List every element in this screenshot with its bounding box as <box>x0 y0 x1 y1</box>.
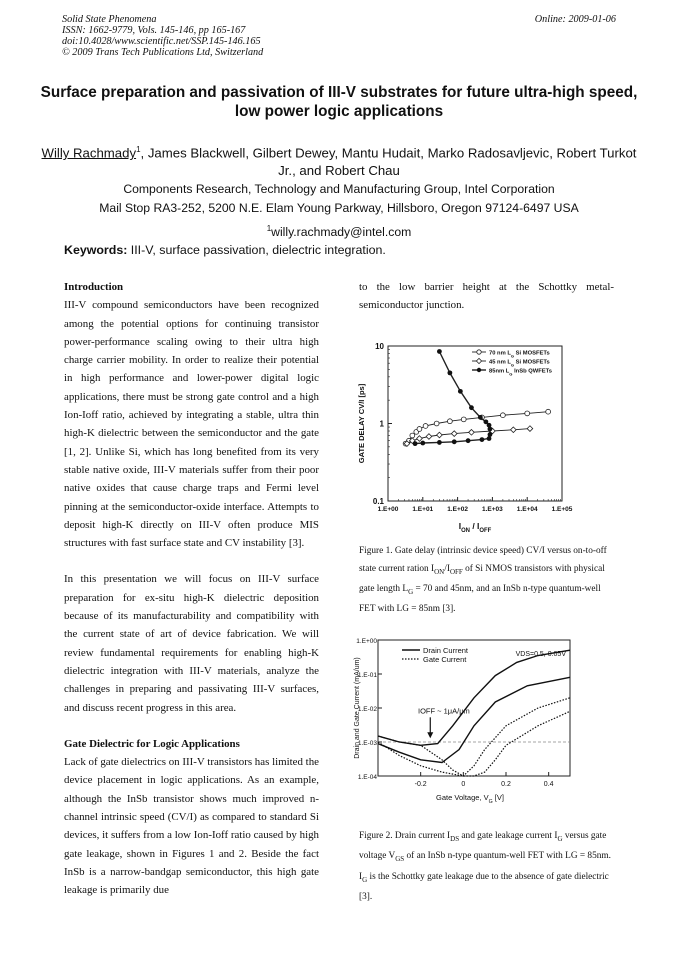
fig1-x-tick-label: 1.E+01 <box>412 506 434 513</box>
fig2-x-tick-label: 0.4 <box>543 781 554 788</box>
fig1-legend-marker <box>477 350 481 354</box>
fig1-legend-label: 45 nm $L_G$ Si MOSFETs <box>489 359 550 367</box>
fig1-point-insb <box>437 349 442 354</box>
fig1-y-tick-label: 0.1 <box>372 497 384 506</box>
fig2-drain-current-line <box>378 677 570 762</box>
fig1-point-insb <box>488 432 493 437</box>
email-line <box>40 221 638 240</box>
author-footnote-mark: 1 <box>136 145 141 154</box>
fig1-point-70nm <box>434 421 439 426</box>
fig2-y-axis-label: Drain and Gate Current (mA/um) <box>354 657 361 759</box>
fig2-x-tick-label: 0 <box>461 781 466 788</box>
email-footnote-mark: 1 <box>266 224 272 233</box>
fig1-point-45nm <box>417 436 423 442</box>
gate-dielectric-paragraph: Lack of gate dielectrics on III-V transistors has limited the device placement in logic applications. As an example, although the InSb transistor shows much improved n-channel intrinsic speed (CV/I) as compared to standard Si devices, it suffers from a low Ion-Ioff ratio caused by high gate leakage, shown in Figures 1 and 2. Beside the fact InSb is a narrow-bandgap semiconductor, this high gate leakage is primarily due <box>64 756 319 897</box>
fig2-y-tick-label: 1.E-04 <box>357 774 377 781</box>
fig1-point-45nm <box>437 432 443 438</box>
affiliation-line-2: Mail Stop RA3-252, 5200 N.E. Elam Young Parkway, Hillsboro, Oregon 97124-6497 USA <box>99 201 579 215</box>
fig1-point-70nm <box>546 409 551 414</box>
fig1-point-insb <box>480 437 485 442</box>
fig1-x-tick-label: 1.E+03 <box>482 506 503 513</box>
fig1-point-45nm <box>426 434 432 440</box>
fig2-legend-gate-label: Gate Current <box>423 655 467 664</box>
fig1-point-70nm <box>525 411 530 416</box>
fig2-y-tick-label: 1.E-02 <box>357 706 377 713</box>
figure-1-chart <box>350 336 590 536</box>
fig1-y-axis-label: GATE DELAY CV/I [ps] <box>357 383 366 464</box>
fig1-point-insb <box>478 415 483 420</box>
fig1-point-insb <box>437 440 442 445</box>
fig1-point-70nm <box>461 417 466 422</box>
fig1-point-insb <box>466 438 471 443</box>
fig2-x-tick-label: 0.2 <box>501 781 511 788</box>
fig1-series-line <box>415 352 490 444</box>
fig2-vds-label: VDS=0.5, 0.05V <box>515 651 566 658</box>
fig1-point-insb <box>488 427 493 432</box>
email-address[interactable]: willy.rachmady@intel.com <box>271 225 412 240</box>
fig1-x-tick-label: 1.E+04 <box>516 506 538 513</box>
issn-line: ISSN: 1662-9779, Vols. 145-146, pp 165-167 <box>62 25 246 36</box>
author-list <box>40 141 638 180</box>
fig1-point-70nm <box>423 424 428 429</box>
fig2-drain-current-line <box>378 650 570 745</box>
fig2-legend-drain-label: Drain Current <box>423 646 469 655</box>
fig1-point-70nm <box>410 433 415 438</box>
fig1-point-45nm <box>511 427 517 433</box>
first-author: Willy Rachmady <box>41 145 137 161</box>
fig2-gate-current-line <box>378 698 570 776</box>
fig2-ioff-arrowhead <box>427 732 433 738</box>
fig1-point-insb <box>420 441 425 446</box>
intro-paragraph-1: III-V compound semiconductors have been recognized among the potential options for continuing transistor power-performance scaling owing to their ultra high charge carrier mobility. In order to realize their potential in high performance and lower-power digital logic applications, there must be strong gate control and a high Ion-Ioff ratio, achieved by integrating a stable, ultra thin high-K dielectric between the semiconductor and the gate [1, 2]. Unlike Si, which has long benefited from its very stable native oxide, III-V materials suffer from their poor native oxides that cause charge traps and Fermi level pinning at the semiconductor-oxide interface. Attempts to deposit high-K directly on III-V often produce MIS structures with fast surface state and CV instability [3]. <box>64 299 319 550</box>
fig1-point-70nm <box>417 427 422 432</box>
fig2-ioff-annotation: IOFF ~ 1μA/μm <box>418 706 470 716</box>
keywords <box>64 243 386 257</box>
doi-line: doi:10.4028/www.scientific.net/SSP.145-146.165 <box>62 36 261 47</box>
keywords-text: III-V, surface passivation, dielectric integration. <box>127 243 386 257</box>
fig2-y-tick-label: 1.E-03 <box>357 740 377 747</box>
fig1-x-axis-label: $I_{ON} / I_{OFF}$ <box>458 521 492 534</box>
fig2-y-tick-label: 1.E+00 <box>356 638 377 645</box>
figure-1-caption: Figure 1. Gate delay (intrinsic device speed) CV/I versus on-to-off state current ration $I_{ON}/I_{OFF}$ of Si NMOS transistors with physical gate length $L_G = 70$ and 45nm, and an InSb n-type quantum-well FET with LG = 85nm [3]. <box>359 546 607 615</box>
intro-heading: Introduction <box>64 281 124 293</box>
fig1-legend-label: 70 nm $L_G$ Si MOSFETs <box>489 350 550 358</box>
gate-dielectric-heading: Gate Dielectric for Logic Applications <box>64 737 240 750</box>
fig1-point-insb <box>447 370 452 375</box>
copyright-line: © 2009 Trans Tech Publications Ltd, Switzerland <box>62 47 264 58</box>
fig2-x-axis-label: Gate Voltage, $V_G$ [V] <box>436 793 504 805</box>
figure-2-chart <box>350 630 590 810</box>
fig2-x-tick-label: -0.2 <box>414 781 427 788</box>
journal-name: Solid State Phenomena <box>62 14 157 25</box>
fig1-x-tick-label: 1.E+00 <box>377 506 399 513</box>
paper-title: Surface preparation and passivation of III-V substrates for future ultra-high speed, low power logic applications <box>40 84 638 120</box>
affiliation-line-1: Components Research, Technology and Manufacturing Group, Intel Corporation <box>123 182 555 196</box>
fig1-point-45nm <box>469 429 475 435</box>
journal-header <box>62 14 263 58</box>
online-date: Online: 2009-01-06 <box>534 14 616 25</box>
fig1-legend-label: 85nm $L_G$ InSb QWFETs <box>489 368 552 376</box>
keywords-label: Keywords: <box>64 243 128 257</box>
fig1-x-tick-label: 1.E+05 <box>551 506 573 513</box>
fig1-y-tick-label: 10 <box>375 342 384 351</box>
fig1-point-insb <box>452 439 457 444</box>
intro-paragraph-2: In this presentation we will focus on III-V surface preparation for ex-situ high-K dielectric deposition because of its manufacturability and compatibility with the current state of art of device fabrication. We will review fundamental requirements for enabling high-K dielectric integration with III-V materials, analyze the challenges in preparing and passivating III-V surfaces, and discuss recent progress in this area. <box>64 573 319 714</box>
fig1-point-insb <box>469 405 474 410</box>
right-column-continuation: to the low barrier height at the Schottky metal-semiconductor junction. <box>359 281 614 312</box>
fig2-y-tick-label: 1.E-01 <box>357 672 377 679</box>
fig1-point-insb <box>458 389 463 394</box>
fig1-point-45nm <box>527 426 533 432</box>
fig1-y-tick-label: 1 <box>379 419 384 429</box>
fig1-point-insb <box>487 436 492 441</box>
fig1-point-70nm <box>447 419 452 424</box>
fig1-point-45nm <box>451 431 457 437</box>
figure-2-caption: Figure 2. Drain current $I_{DS}$ and gate leakage current $I_G$ versus gate voltage $V_{GS}$ of an InSb n-type quantum-well FET with LG = 85nm. $I_G$ is the Schottky gate leakage due to the absence of gate dielectric [3]. <box>359 831 611 903</box>
left-column <box>64 278 319 900</box>
fig1-legend-marker <box>477 368 481 372</box>
fig1-point-70nm <box>500 413 505 418</box>
fig1-point-insb <box>413 441 418 446</box>
other-authors: , James Blackwell, Gilbert Dewey, Mantu Hudait, Marko Radosavljevic, Robert Turkot Jr., and Robert Chau <box>140 145 637 179</box>
fig1-legend-marker <box>476 358 481 363</box>
fig1-x-tick-label: 1.E+02 <box>447 506 468 513</box>
